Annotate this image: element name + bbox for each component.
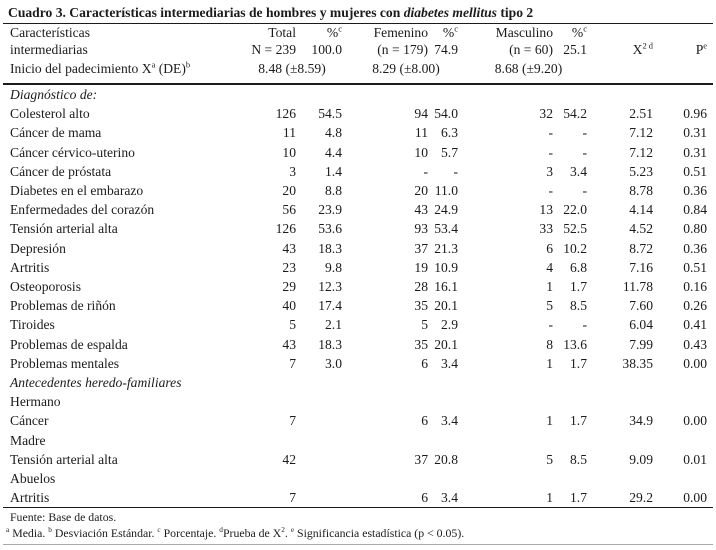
cell-value: 35: [414, 298, 428, 314]
table-row: [3, 373, 713, 392]
cell-value: 5: [546, 451, 553, 467]
row-label: Cáncer de próstata: [10, 163, 112, 179]
cell-value: -: [582, 317, 587, 333]
bottom-rule: [3, 544, 713, 545]
cell-value: 1.7: [570, 279, 587, 295]
cell-value: 8.78: [629, 183, 653, 199]
cell-value: 5: [421, 317, 428, 333]
cell-value: 18.3: [318, 336, 342, 352]
cell-value: 17.4: [318, 298, 342, 314]
cell-value: 4.4: [325, 144, 342, 160]
cell-value: 52.5: [563, 221, 587, 237]
superscript-c: c: [583, 23, 587, 34]
cell-value: 2.1: [325, 317, 342, 333]
table-row: [3, 143, 713, 162]
cell-value: [593, 84, 659, 104]
cell-value: 6: [546, 240, 553, 256]
cell-value: 1: [546, 279, 553, 295]
cell-value: [236, 392, 302, 411]
cell-value: 5.23: [629, 163, 653, 179]
cell-value: 1.7: [570, 355, 587, 371]
cell-value: 4.8: [325, 125, 342, 141]
cell-value: [593, 469, 659, 488]
cell-value: [593, 373, 659, 392]
superscript: b: [185, 59, 191, 70]
onset-femenino: 8.29 (±8.00): [372, 61, 440, 76]
row-label: Tensión arterial alta: [10, 451, 118, 467]
cell-value: 1.7: [570, 490, 587, 506]
cell-value: 10: [282, 144, 296, 160]
superscript-c: c: [454, 23, 458, 34]
row-label: Tensión arterial alta: [10, 221, 118, 237]
cell-value: 3.4: [441, 413, 458, 429]
header-fem-pct-symbol: %$^c$: [442, 23, 458, 40]
table-row: [3, 239, 713, 258]
cell-value: 8.5: [570, 451, 587, 467]
cell-value: 4.14: [629, 202, 653, 218]
cell-value: [593, 431, 659, 450]
cell-value: 3.4: [441, 355, 458, 371]
cell-value: 6: [421, 490, 428, 506]
cell-value: 5: [289, 317, 296, 333]
cell-value: 0.84: [683, 202, 707, 218]
cell-value: [559, 469, 593, 488]
cell-value: 1.7: [570, 413, 587, 429]
table-row: [3, 162, 713, 181]
table-row: [3, 219, 713, 238]
cell-value: 0.41: [683, 317, 707, 333]
cell-value: 42: [282, 451, 296, 467]
onset-masculino: 8.68 (±9.20): [494, 61, 563, 76]
cell-value: 19: [414, 259, 428, 275]
table-title: Cuadro 3. Características intermediarias de hombres y mujeres con diabetes mellitus tipo 2: [8, 5, 534, 20]
onset-label: Inicio del padecimiento $X^a$ (DE)$^b$: [10, 59, 191, 76]
cell-value: 24.9: [434, 202, 458, 218]
cell-value: 34.9: [629, 413, 653, 429]
cell-value: 13.6: [563, 336, 587, 352]
cell-value: [659, 373, 713, 392]
cell-value: 43: [414, 202, 428, 218]
row-label: Depresión: [10, 240, 66, 256]
onset-empty: [593, 58, 659, 84]
cell-value: [236, 469, 302, 488]
table-row: [3, 277, 713, 296]
cell-value: [659, 84, 713, 104]
cell-value: 12.3: [318, 279, 342, 295]
header-chi-square: $X^{2 d}$: [632, 40, 653, 57]
row-label: Problemas de riñón: [10, 298, 116, 314]
cell-value: [593, 392, 659, 411]
table-row: [3, 335, 713, 354]
cell-value: 94: [414, 106, 428, 122]
cell-value: 28: [414, 279, 428, 295]
cell-value: -: [423, 163, 428, 179]
cell-value: [464, 84, 559, 104]
table-row: [3, 258, 713, 277]
cell-value: 37: [414, 451, 428, 467]
cell-value: 20.1: [434, 298, 458, 314]
table-row: [3, 469, 713, 488]
header-total-pct-value: 100.0: [311, 42, 342, 57]
cell-value: 18.3: [318, 240, 342, 256]
cell-value: 11: [282, 125, 296, 141]
cell-value: 21.3: [434, 240, 458, 256]
cell-value: [302, 84, 348, 104]
header-p-value: $P^e$: [695, 40, 707, 57]
cell-value: 22.0: [563, 202, 587, 218]
cell-value: 23.9: [318, 202, 342, 218]
cell-value: 3: [289, 163, 296, 179]
cell-value: 3: [546, 163, 553, 179]
cell-value: 6.3: [441, 125, 458, 141]
cell-value: 11: [414, 125, 428, 141]
table-body: [3, 84, 713, 508]
cell-value: [236, 431, 302, 450]
cell-value: [464, 469, 559, 488]
cell-value: 0.01: [683, 451, 707, 467]
table-row: [3, 488, 713, 508]
row-label: Cáncer de mama: [10, 125, 102, 141]
row-label: Diagnóstico de:: [10, 87, 98, 102]
cell-value: 20.1: [434, 336, 458, 352]
header-fem-pct-value: 74.9: [434, 42, 458, 57]
cell-value: [348, 431, 434, 450]
cell-value: 93: [414, 221, 428, 237]
cell-value: [464, 431, 559, 450]
cell-value: 1.4: [325, 163, 342, 179]
cell-value: 35: [414, 336, 428, 352]
cell-value: 20.8: [434, 451, 458, 467]
cell-value: 7.12: [629, 144, 653, 160]
footnotes: $^a$ Media. $^b$ Desviación Estándar. $^c$ Porcentaje. $^d$Prueba de $X^2$. $^e$ Significancia estadística (p < 0.05).: [6, 525, 465, 541]
table-row: [3, 354, 713, 373]
cell-value: [464, 392, 559, 411]
cell-value: 126: [275, 221, 296, 237]
cell-value: 11.78: [622, 279, 653, 295]
superscript: e: [290, 525, 295, 535]
cell-value: [559, 373, 593, 392]
cell-value: 40: [282, 298, 296, 314]
cell-value: 6: [421, 413, 428, 429]
cell-value: 29: [282, 279, 296, 295]
cell-value: -: [548, 317, 553, 333]
cell-value: 0.31: [683, 144, 707, 160]
cell-value: [434, 469, 464, 488]
cell-value: [659, 469, 713, 488]
superscript-c: c: [338, 23, 342, 34]
cell-value: 126: [275, 106, 296, 122]
cell-value: -: [548, 183, 553, 199]
cell-value: 1: [546, 413, 553, 429]
table-row: [3, 411, 713, 430]
cell-value: 8: [546, 336, 553, 352]
superscript: b: [48, 525, 52, 535]
cell-value: [302, 469, 348, 488]
table-row: [3, 84, 713, 104]
header-row-1: [3, 24, 713, 42]
cell-value: -: [582, 144, 587, 160]
row-label: Tiroides: [10, 317, 55, 333]
cell-value: [434, 431, 464, 450]
cell-value: 1: [546, 490, 553, 506]
superscript: 2: [281, 525, 285, 535]
header-row-2: [3, 41, 713, 58]
cell-value: [659, 392, 713, 411]
header-masc-n: (n = 60): [509, 42, 553, 57]
cell-value: -: [548, 144, 553, 160]
header-femenino: Femenino: [373, 25, 428, 40]
header-masc-pct-symbol: %$^c$: [571, 23, 587, 40]
cell-value: 0.00: [683, 413, 707, 429]
superscript: c: [157, 525, 161, 535]
cell-value: 38.35: [622, 355, 653, 371]
superscript: a: [6, 525, 10, 535]
cell-value: 20: [414, 183, 428, 199]
cell-value: 7: [289, 490, 296, 506]
cell-value: 0.96: [683, 106, 707, 122]
superscript-e: e: [703, 40, 707, 51]
row-label: Problemas de espalda: [10, 336, 128, 352]
onset-row: [3, 58, 713, 84]
table-row: [3, 296, 713, 315]
cell-value: 0.51: [683, 163, 707, 179]
cell-value: [302, 431, 348, 450]
cell-value: 43: [282, 336, 296, 352]
row-label: Antecedentes heredo-familiares: [10, 375, 182, 391]
cell-value: 4: [546, 259, 553, 275]
onset-total: 8.48 (±8.59): [258, 61, 326, 76]
cell-value: 11.0: [434, 183, 458, 199]
cell-value: 6.04: [629, 317, 653, 333]
table-row: [3, 104, 713, 123]
cell-value: 54.5: [318, 106, 342, 122]
cell-value: 0.43: [683, 336, 707, 352]
cell-value: 33: [539, 221, 553, 237]
cell-value: 10.2: [563, 240, 587, 256]
row-label: Colesterol alto: [10, 106, 90, 122]
data-table: [3, 23, 713, 508]
cell-value: 37: [414, 240, 428, 256]
cell-value: 8.5: [570, 298, 587, 314]
cell-value: 7.60: [629, 298, 653, 314]
cell-value: [348, 392, 434, 411]
cell-value: -: [582, 125, 587, 141]
cell-value: 5: [546, 298, 553, 314]
cell-value: [348, 373, 434, 392]
cell-value: [348, 469, 434, 488]
cell-value: 54.0: [434, 106, 458, 122]
row-label: Artritis: [10, 490, 50, 506]
cell-value: 16.1: [434, 279, 458, 295]
cell-value: 0.16: [683, 279, 707, 295]
cell-value: 43: [282, 240, 296, 256]
cell-value: 53.6: [318, 221, 342, 237]
header-empty: [659, 24, 713, 42]
row-label: Enfermedades del corazón: [10, 202, 155, 218]
cell-value: 20: [282, 183, 296, 199]
cell-value: [302, 450, 348, 469]
cell-value: [559, 431, 593, 450]
header-total-pct-symbol: %$^c$: [326, 23, 342, 40]
cell-value: 6: [421, 355, 428, 371]
cell-value: 3.4: [441, 490, 458, 506]
cell-value: 56: [282, 202, 296, 218]
header-empty: [593, 24, 659, 42]
cell-value: -: [582, 183, 587, 199]
superscript-2d: 2 d: [642, 40, 653, 51]
cell-value: 7: [289, 413, 296, 429]
cell-value: 4.52: [629, 221, 653, 237]
table-row: [3, 392, 713, 411]
cell-value: 8.72: [629, 240, 653, 256]
table-row: [3, 181, 713, 200]
cell-value: -: [453, 163, 458, 179]
cell-value: [302, 373, 348, 392]
cell-value: 23: [282, 259, 296, 275]
row-label: Artritis: [10, 259, 50, 275]
table-row: [3, 450, 713, 469]
cell-value: -: [548, 125, 553, 141]
cell-value: 0.51: [683, 259, 707, 275]
row-label: Abuelos: [10, 471, 56, 487]
cell-value: 3.4: [570, 163, 587, 179]
cell-value: 10: [414, 144, 428, 160]
cell-value: 0.00: [683, 490, 707, 506]
table-row: [3, 200, 713, 219]
header-label-line2: intermediarias: [10, 42, 88, 57]
table-row: [3, 431, 713, 450]
cell-value: 10.9: [434, 259, 458, 275]
header-total: Total: [268, 25, 296, 40]
cell-value: 53.4: [434, 221, 458, 237]
cell-value: 1: [546, 355, 553, 371]
superscript: d: [219, 525, 223, 535]
cell-value: 9.09: [629, 451, 653, 467]
cell-value: [302, 488, 348, 508]
row-label: Cáncer cérvico-uterino: [10, 144, 135, 160]
row-label: Cáncer: [10, 413, 49, 429]
cell-value: [659, 431, 713, 450]
cell-value: 5.7: [441, 144, 458, 160]
table-header: [3, 24, 713, 85]
cell-value: 13: [539, 202, 553, 218]
cell-value: 0.36: [683, 240, 707, 256]
cell-value: 6.8: [570, 259, 587, 275]
row-label: Madre: [10, 432, 46, 448]
source-note: Fuente: Base de datos.: [10, 510, 117, 525]
header-fem-n: (n = 179): [377, 42, 428, 57]
row-label: Diabetes en el embarazo: [10, 183, 144, 199]
cell-value: [434, 84, 464, 104]
cell-value: 2.9: [441, 317, 458, 333]
superscript: a: [151, 59, 156, 70]
cell-value: [236, 84, 302, 104]
cell-value: 0.26: [683, 298, 707, 314]
cell-value: [559, 392, 593, 411]
table-row: [3, 123, 713, 142]
cell-value: 54.2: [563, 106, 587, 122]
cell-value: 7.16: [629, 259, 653, 275]
cell-value: [434, 373, 464, 392]
table-footer: [3, 510, 713, 545]
cell-value: 3.0: [325, 355, 342, 371]
cell-value: 2.51: [629, 106, 653, 122]
cell-value: 0.00: [683, 355, 707, 371]
header-total-n: N = 239: [251, 42, 296, 57]
cell-value: 32: [539, 106, 553, 122]
cell-value: [302, 411, 348, 430]
cell-value: [464, 373, 559, 392]
cell-value: 7: [289, 355, 296, 371]
cell-value: [302, 392, 348, 411]
cell-value: [559, 84, 593, 104]
header-label-line1: Características: [10, 25, 91, 40]
header-masc-pct-value: 25.1: [563, 42, 587, 57]
header-masculino: Masculino: [495, 25, 553, 40]
row-label: Hermano: [10, 394, 61, 410]
cell-value: [348, 84, 434, 104]
cell-value: 0.31: [683, 125, 707, 141]
row-label: Osteoporosis: [10, 279, 81, 295]
cell-value: [236, 373, 302, 392]
cell-value: 0.36: [683, 183, 707, 199]
cell-value: 7.12: [629, 125, 653, 141]
onset-empty: [659, 58, 713, 84]
cell-value: 29.2: [629, 490, 653, 506]
cell-value: [434, 392, 464, 411]
italic-text: diabetes mellitus: [403, 5, 497, 20]
row-label: Problemas mentales: [10, 355, 120, 371]
cell-value: 9.8: [325, 259, 342, 275]
cell-value: 0.80: [683, 221, 707, 237]
cell-value: 7.99: [629, 336, 653, 352]
table-row: [3, 315, 713, 334]
cell-value: 8.8: [325, 183, 342, 199]
